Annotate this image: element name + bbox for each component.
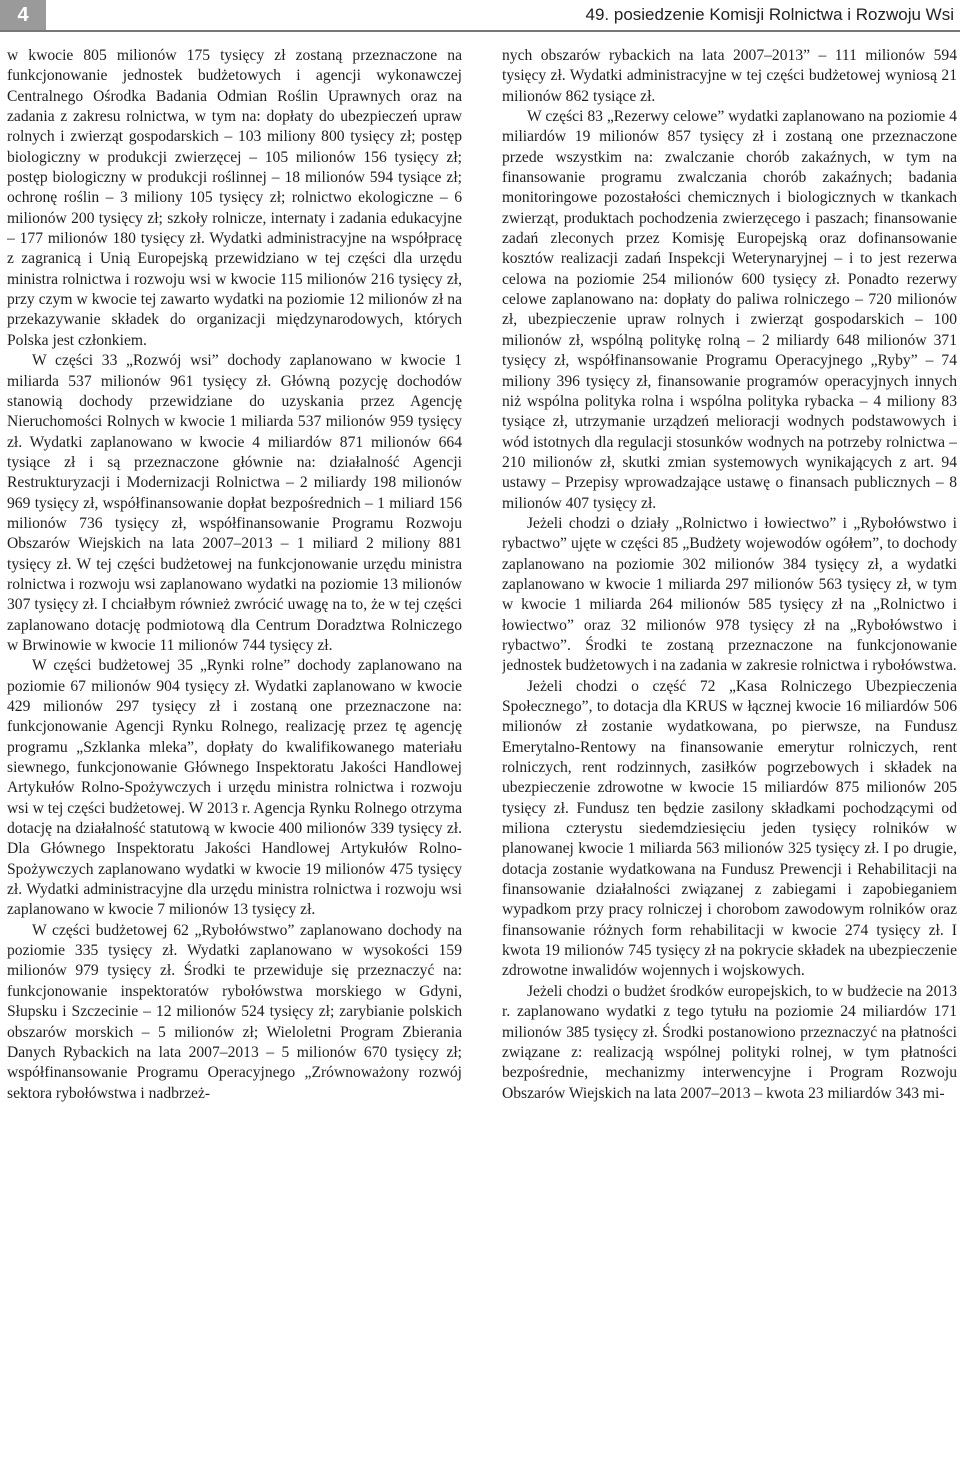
header-rule bbox=[0, 30, 960, 32]
paragraph: W części 83 „Rezerwy celowe” wydatki zaplanowano na poziomie 4 miliardów 19 milionów 857 tysięcy zł i zostaną one przeznaczone przede wszystkim na: zwalczanie chorób zakaźnych, w tym na finansowanie programu zwalczania chorób zakaźnych; badania monitoringowe pozostałości chemicznych i biologicznych w tkankach zwierząt, produktach pochodzenia zwierzęcego i paszach; finansowanie zadań zleconych przez Komisję Europejską oraz dofinansowanie kosztów realizacji zadań Inspekcji Weterynaryjnej – i to jest rezerwa celowa na poziomie 254 milionów 600 tysięcy zł. Ponadto rezerwy celowe zaplanowano na: dopłaty do paliwa rolniczego – 720 milionów zł, ubezpieczenie upraw rolnych i zwierząt gospodarskich – 100 milionów zł, wspólną politykę rolną – 2 miliardy 648 milionów 371 tysięcy zł, współfinansowanie Programu Operacyjnego „Ryby” – 74 miliony 396 tysięcy zł, finansowanie programów operacyjnych innych niż wspólna polityka rolna i wspólna polityka rybacka – 4 miliony 83 tysiące zł, utrzymanie urządzeń melioracji wodnych podstawowych i wód istotnych dla regulacji stosunków wodnych na potrzeby rolnictwa – 210 milionów zł, skutki zmian systemowych wynikających z art. 94 ustawy – Przepisy wprowadzające ustawę o finansach publicznych – 8 milionów 407 tysięcy zł. bbox=[502, 108, 957, 512]
paragraph: w kwocie 805 milionów 175 tysięcy zł zostaną przeznaczone na funkcjonowanie jednostek budżetowych i agencji wykonawczej Centralnego Ośrodka Badania Odmian Roślin Uprawnych oraz na zadania z zakresu rolnictwa, w tym na: dopłaty do ubezpieczeń upraw rolnych i zwierząt gospodarskich – 103 miliony 800 tysięcy zł; postęp biologiczny w produkcji zwierzęcej – 105 milionów 156 tysięcy zł; postęp biologiczny w produkcji roślinnej – 18 milionów 594 tysiące zł; ochronę roślin – 3 miliony 105 tysięcy zł; rolnictwo ekologiczne – 6 milionów 200 tysięcy zł; szkoły rolnicze, internaty i zadania edukacyjne – 177 milionów 180 tysięcy zł. Wydatki administracyjne na współpracę z zagranicą i Unią Europejską przewidziano w tej części dla urzędu ministra rolnictwa i rozwoju wsi w kwocie 115 milionów 216 tysięcy zł, przy czym w kwocie tej zawarto wydatki na poziomie 12 milionów zł na przekazywanie składek do organizacji międzynarodowych, których Polska jest członkiem. bbox=[7, 47, 462, 349]
page-header bbox=[0, 0, 960, 30]
paragraph: Jeżeli chodzi o działy „Rolnictwo i łowiectwo” i „Rybołówstwo i rybactwo” ujęte w części 85 „Budżety wojewodów ogółem”, to dochody zaplanowano na poziomie 302 milionów 384 tysięcy zł, a wydatki zaplanowano w kwocie 1 miliarda 297 milionów 563 tysięcy zł, w tym w kwocie 1 miliarda 264 milionów 585 tysięcy zł na „Rolnictwo i łowiectwo” oraz 32 milionów 978 tysięcy zł na „Rybołówstwo i rybactwo”. Środki te zostaną przeznaczone na funkcjonowanie jednostek budżetowych i na zadania w zakresie rolnictwa i rybołówstwa. bbox=[502, 514, 957, 675]
paragraph: W części budżetowej 35 „Rynki rolne” dochody zaplanowano na poziomie 67 milionów 904 tysięcy zł. Wydatki zaplanowano w kwocie 429 milionów 297 tysięcy zł i zostaną one przeznaczone na: funkcjonowanie Agencji Rynku Rolnego, realizację przez tę agencję programu „Szklanka mleka”, dopłaty do kwalifikowanego materiału siewnego, funkcjonowanie Głównego Inspektoratu Jakości Handlowej Artykułów Rolno-Spożywczych i urzędu ministra rolnictwa i rozwoju wsi w tej części budżetowej. W 2013 r. Agencja Rynku Rolnego otrzyma dotację na działalność statutową w kwocie 400 milionów 339 tysięcy zł. Dla Głównego Inspektoratu Jakości Handlowej Artykułów Rolno-Spożywczych zaplanowano wydatki w kwocie 19 milionów 475 tysięcy zł. Wydatki administracyjne dla urzędu ministra rolnictwa i rozwoju wsi zaplanowano w kwocie 7 milionów 13 tysięcy zł. bbox=[7, 657, 462, 919]
paragraph: Jeżeli chodzi o budżet środków europejskich, to w budżecie na 2013 r. zaplanowano wydatki z tego tytułu na poziomie 24 miliardów 171 milionów 385 tysięcy zł. Środki postanowiono przeznaczyć na płatności związane z: realizacją wspólnej polityki rolnej, w tym płatności bezpośrednie, mechanizmy interwencyjne i Program Rozwoju Obszarów Wiejskich na lata 2007–2013 – kwota 23 miliardów 343 mi- bbox=[502, 982, 957, 1102]
running-title: 49. posiedzenie Komisji Rolnictwa i Rozwoju Wsi bbox=[585, 5, 954, 24]
paragraph: Jeżeli chodzi o część 72 „Kasa Rolniczego Ubezpieczenia Społecznego”, to dotacja dla KRUS w łącznej kwocie 16 miliardów 506 milionów zł zostanie wydatkowana, po pierwsze, na Fundusz Emerytalno-Rentowy na finansowanie emerytur rolniczych, rent rolniczych, rent rodzinnych, zasiłków pogrzebowych i składek na ubezpieczenie zdrowotne w kwocie 15 miliardów 875 milionów 205 tysięcy zł. Fundusz ten będzie zasilony składkami pochodzącymi od miliona czterystu siedemdziesięciu jeden tysięcy rolników w planowanej kwocie 1 miliarda 563 milionów 325 tysięcy zł. I po drugie, dotacja zostanie wydatkowana na Fundusz Prewencji i Rehabilitacji na finansowanie działalności związanej z zabiegami i zapobieganiem wypadkom przy pracy rolniczej i chorobom zawodowym rolników oraz finansowanie różnych form rehabilitacji w kwocie 274 tysięcy zł. I kwota 19 milionów 745 tysięcy zł na pokrycie składek na ubezpieczenie zdrowotne inwalidów wojennych i wojskowych. bbox=[502, 677, 957, 980]
paragraph: W części 33 „Rozwój wsi” dochody zaplanowano w kwocie 1 miliarda 537 milionów 961 tysięcy zł. Główną pozycję dochodów stanowią dochody przewidziane do uzyskania przez Agencję Nieruchomości Rolnych w kwocie 1 miliarda 537 milionów 959 tysięcy zł. Wydatki zaplanowano w kwocie 4 miliardów 871 milionów 664 tysiące zł i są przeznaczone głównie na: działalność Agencji Restrukturyzacji i Modernizacji Rolnictwa – 2 miliardy 198 milionów 969 tysięcy zł, współfinansowanie dopłat bezpośrednich – 1 miliard 156 milionów 736 tysięcy zł, współfinansowanie Programu Rozwoju Obszarów Wiejskich na lata 2007–2013 – 1 miliard 2 miliony 881 tysięcy zł. W tej części budżetowej na funkcjonowanie urzędu ministra rolnictwa i rozwoju wsi zaplanowano wydatki na poziomie 13 milionów 307 tysięcy zł. I chciałbym również zwrócić uwagę na to, że w tej części zaplanowano dotację podmiotową dla Centrum Doradztwa Rolniczego w Brwinowie w kwocie 11 milionów 744 tysięcy zł. bbox=[7, 352, 462, 654]
paragraph: nych obszarów rybackich na lata 2007–2013” – 111 milionów 594 tysięcy zł. Wydatki administracyjne w tej części budżetowej wyniosą 21 milionów 862 tysiące zł. bbox=[502, 47, 957, 105]
right-column bbox=[502, 46, 957, 1466]
paragraph: W części budżetowej 62 „Rybołówstwo” zaplanowano dochody na poziomie 335 tysięcy zł. Wydatki zaplanowano w wysokości 159 milionów 979 tysięcy zł. Środki te przewiduje się przeznaczyć na: funkcjonowanie inspektoratów rybołówstwa morskiego w Gdyni, Słupsku i Szczecinie – 12 milionów 524 tysięcy zł; zarybianie polskich obszarów morskich – 5 milionów zł; Wieloletni Program Zbierania Danych Rybackich na lata 2007–2013 – 5 milionów 670 tysięcy zł; współfinansowanie Programu Operacyjnego „Zrównoważony rozwój sektora rybołówstwa i nadbrzeż- bbox=[7, 921, 462, 1102]
page-number: 4 bbox=[0, 0, 46, 30]
left-column bbox=[7, 46, 462, 1466]
